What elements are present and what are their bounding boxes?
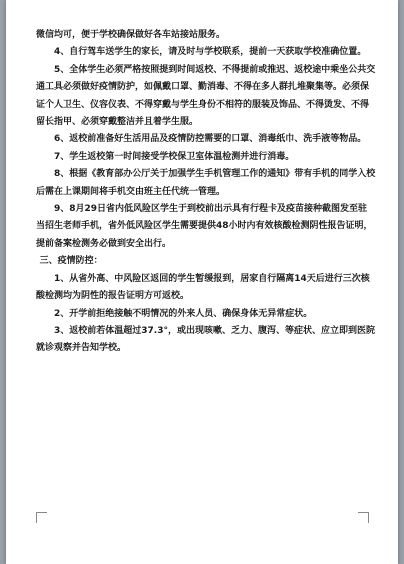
paragraph-item-5: 5、全体学生必须严格按照提到时间返校、不得提前或推迟、返校途中乘坐公共交通工具必须做好疫情防护，如佩戴口罩、勤消毒、不得在多人群扎堆聚集等。必须保证个人卫生、仪容仪表、不得穿戴与学生身份不相符的服装及饰品、不得烫发、不得留长指甲、必须穿戴整洁并且着学生服。 xyxy=(36,64,376,128)
paragraph-item-7: 7、学生返校第一时间接受学校保卫室体温检测并进行消毒。 xyxy=(54,151,295,162)
paragraph-control-2: 2、开学前拒绝接触不明情况的外来人员、确保身体无异常症状。 xyxy=(54,308,313,319)
margin-corner-mark-left xyxy=(36,512,47,523)
paragraph-control-1: 1、从省外高、中风险区返回的学生暂缓报到，居家自行隔离14天后进行三次核酸检测均为阴性的报告证明方可返校。 xyxy=(36,273,370,302)
document-page xyxy=(6,0,398,564)
paragraph-control-3: 3、返校前若体温超过37.3°，或出现咳嗽、乏力、腹泻、等症状、应立即到医院就诊观察并告知学校。 xyxy=(36,325,375,354)
document-body xyxy=(36,27,376,358)
paragraph-item-4: 4、自行驾车送学生的家长，请及时与学校联系，提前一天获取学校准确位置。 xyxy=(54,47,367,58)
paragraph-item-6: 6、返校前准备好生活用品及疫情防控需要的口罩、消毒纸巾、洗手液等物品。 xyxy=(54,134,367,145)
paragraph-item-8: 8、根据《教育部办公厅关于加强学生手机管理工作的通知》带有手机的同学入校后需在上课期间将手机交由班主任代统一管理。 xyxy=(36,169,376,197)
paragraph-continued: 微信均可，便于学校确保做好各车站接站服务。 xyxy=(36,30,226,40)
section-heading-epidemic-control: 三、疫情防控： xyxy=(39,256,103,267)
margin-corner-mark-right xyxy=(358,512,369,523)
paragraph-item-9: 9、8月29日省内低风险区学生于到校前出示具有行程卡及疫苗接种截图发至驻当招生老师手机，省外低风险区学生需要提供48小时内有效核酸检测阴性报告证明，提前备案检测务必做到安全出行。 xyxy=(36,204,373,249)
